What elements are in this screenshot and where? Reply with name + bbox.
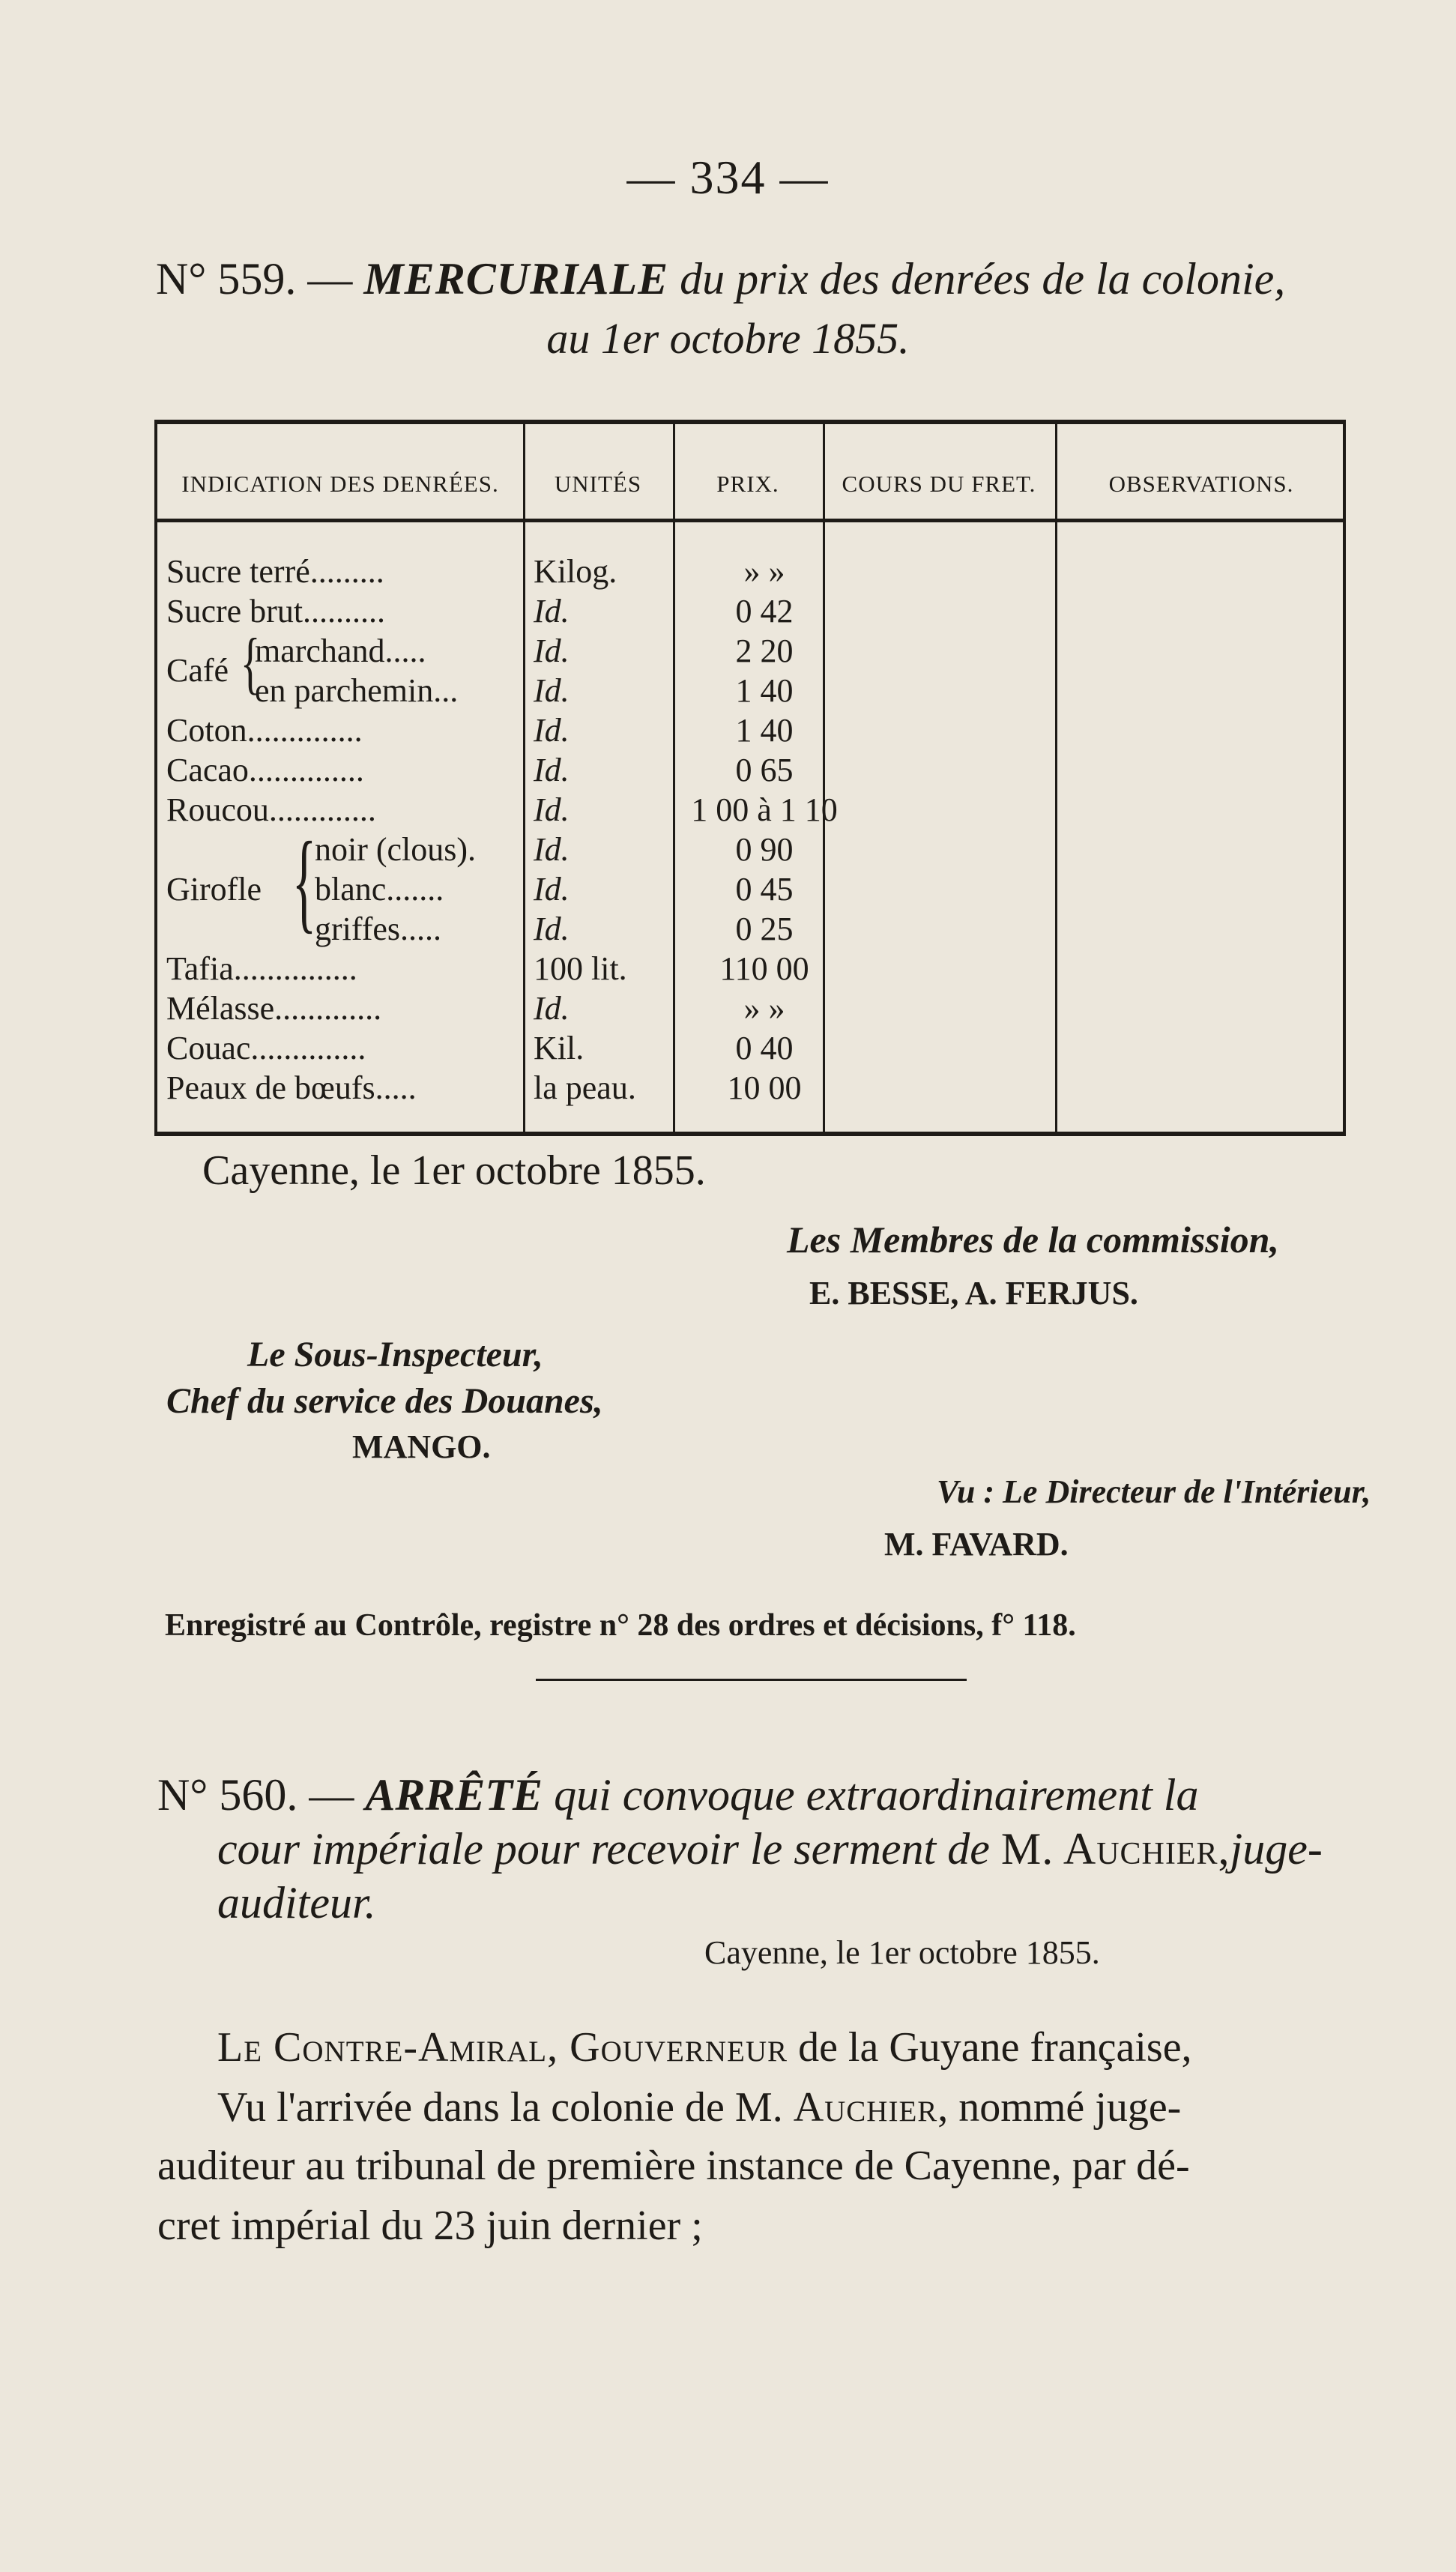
row-unit: Kil. xyxy=(534,1030,584,1066)
table-row xyxy=(157,988,1343,1028)
inspector-service: Chef du service des Douanes, xyxy=(166,1381,603,1421)
mercuriale-title-rest: du prix des denrées de la colonie, xyxy=(680,254,1286,304)
arrete-heading xyxy=(157,1770,1356,1820)
row-unit: Id. xyxy=(534,752,570,788)
separator-rule xyxy=(536,1679,967,1681)
table-row xyxy=(157,790,1343,830)
row-name: Couac.............. xyxy=(166,1030,366,1066)
row-unit: Id. xyxy=(534,911,570,947)
row-name: Cacao.............. xyxy=(166,752,364,788)
place-date: Cayenne, le 1er octobre 1855. xyxy=(202,1147,706,1194)
row-name: Roucou............. xyxy=(166,791,376,828)
inspector-title: Le Sous-Inspecteur, xyxy=(247,1335,543,1374)
row-price: » » xyxy=(743,990,785,1027)
table-row xyxy=(157,909,1343,949)
table-row xyxy=(157,591,1343,631)
arrete-date: Cayenne, le 1er octobre 1855. xyxy=(704,1934,1100,1971)
row-name: noir (clous). xyxy=(315,831,477,868)
row-unit: Id. xyxy=(534,593,570,630)
page-number: — 334 — xyxy=(626,151,830,204)
table-row xyxy=(157,631,1343,671)
row-name: blanc....... xyxy=(315,871,444,908)
row-unit: Kilog. xyxy=(534,553,617,590)
body-line-3: auditeur au tribunal de première instance de Cayenne, par dé- xyxy=(157,2143,1190,2189)
price-table xyxy=(154,420,1346,1136)
commission-names: E. BESSE, A. FERJUS. xyxy=(809,1275,1138,1311)
row-name: Mélasse............. xyxy=(166,990,382,1027)
row-unit: Id. xyxy=(534,871,570,908)
row-name: griffes..... xyxy=(315,911,442,947)
arrete-line2: cour impériale pour recevoir le serment de M. Auchier,juge- xyxy=(217,1824,1323,1874)
table-row xyxy=(157,750,1343,790)
table-row xyxy=(157,949,1343,988)
row-name: Coton.............. xyxy=(166,712,363,749)
brace-icon: { xyxy=(240,624,261,701)
header-prix: PRIX. xyxy=(716,471,779,497)
body-line-4: cret impérial du 23 juin dernier ; xyxy=(157,2203,703,2249)
row-price: 0 40 xyxy=(735,1030,794,1066)
row-price: 1 40 xyxy=(735,712,794,749)
header-observations: OBSERVATIONS. xyxy=(1108,471,1294,497)
brace-icon: { xyxy=(291,819,317,944)
row-price: 1 40 xyxy=(735,672,794,709)
row-price: 1 00 à 1 10 xyxy=(691,791,838,828)
arrete-title: ARRÊTÉ xyxy=(365,1770,543,1820)
row-unit: Id. xyxy=(534,712,570,749)
header-fret: COURS DU FRET. xyxy=(842,471,1036,497)
mercuriale-date: au 1er octobre 1855. xyxy=(546,314,910,363)
row-unit: Id. xyxy=(534,831,570,868)
body-line-2: Vu l'arrivée dans la colonie de M. Auchier, nommé juge- xyxy=(217,2084,1182,2131)
row-unit: la peau. xyxy=(534,1069,636,1106)
arrete-line3: auditeur. xyxy=(217,1878,376,1928)
row-price: 0 65 xyxy=(735,752,794,788)
group-label-girofle: Girofle xyxy=(166,871,262,908)
arrete-line1: qui convoque extraordinairement la xyxy=(554,1770,1199,1820)
row-unit: Id. xyxy=(534,990,570,1027)
mercuriale-title: MERCURIALE xyxy=(363,254,669,304)
row-unit: 100 lit. xyxy=(534,950,627,987)
row-name: marchand..... xyxy=(255,633,426,669)
arrete-name: M. Auchier, xyxy=(1000,1824,1230,1874)
mercuriale-number: N° 559. — xyxy=(156,254,353,304)
arrete-number: N° 560. — xyxy=(157,1770,354,1820)
vu-name: M. FAVARD. xyxy=(884,1526,1069,1563)
table-row xyxy=(157,830,1343,869)
header-rule xyxy=(157,519,1343,522)
row-name: Sucre brut.......... xyxy=(166,593,386,630)
table-row xyxy=(157,1028,1343,1068)
row-price: 10 00 xyxy=(727,1069,802,1106)
table-row xyxy=(157,552,1343,591)
table-row xyxy=(157,1068,1343,1108)
row-unit: Id. xyxy=(534,791,570,828)
vu-label: Vu : Le Directeur de l'Intérieur, xyxy=(937,1473,1371,1510)
inspector-name: MANGO. xyxy=(352,1428,491,1465)
table-row xyxy=(157,710,1343,750)
row-price: 0 45 xyxy=(735,871,794,908)
row-name: Tafia............... xyxy=(166,950,357,987)
row-price: 0 25 xyxy=(735,911,794,947)
commission-label: Les Membres de la commission, xyxy=(787,1219,1279,1261)
registration-note: Enregistré au Contrôle, registre n° 28 des ordres et décisions, f° 118. xyxy=(165,1608,1076,1643)
header-unites: UNITÉS xyxy=(554,471,642,497)
body-name: Auchier xyxy=(793,2084,938,2131)
row-price: » » xyxy=(743,553,785,590)
table-row xyxy=(157,671,1343,710)
group-label-cafe: Café xyxy=(166,652,229,689)
row-price: 110 00 xyxy=(719,950,809,987)
row-unit: Id. xyxy=(534,672,570,709)
row-name: Sucre terré......... xyxy=(166,553,384,590)
row-name: Peaux de bœufs..... xyxy=(166,1069,417,1106)
row-unit: Id. xyxy=(534,633,570,669)
row-price: 0 42 xyxy=(735,593,794,630)
table-row xyxy=(157,869,1343,909)
row-name: en parchemin... xyxy=(255,672,459,709)
body-line-1: Le Contre-Amiral, Gouverneur de la Guyane française, xyxy=(217,2024,1192,2071)
header-denrees: INDICATION DES DENRÉES. xyxy=(181,471,499,497)
mercuriale-heading xyxy=(156,255,1355,303)
row-price: 2 20 xyxy=(735,633,794,669)
row-price: 0 90 xyxy=(735,831,794,868)
